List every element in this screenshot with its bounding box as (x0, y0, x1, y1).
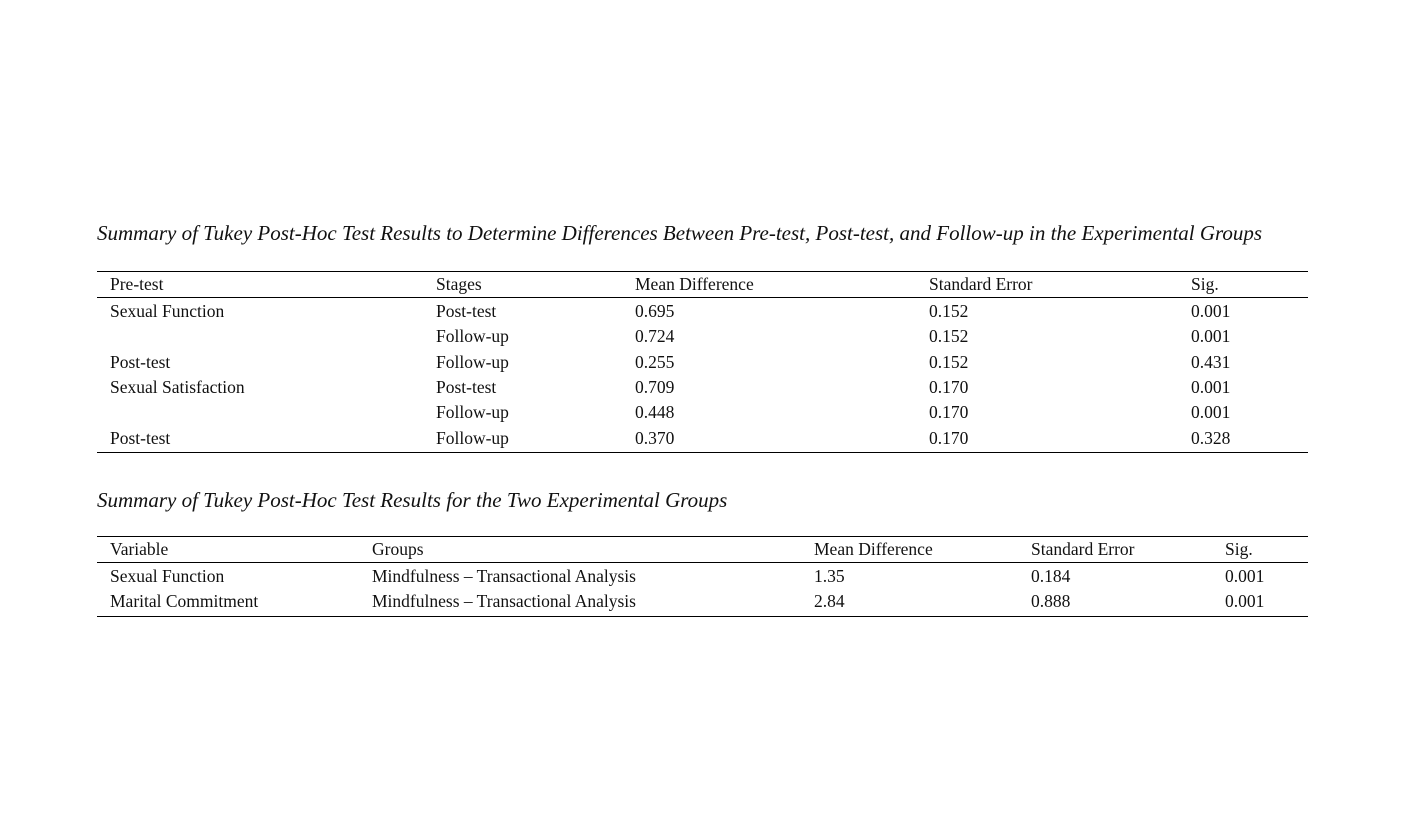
table-cell: 0.888 (1018, 589, 1212, 616)
table-row (97, 324, 1308, 349)
column-header-pretest: Pre-test (97, 272, 423, 298)
table-cell: 0.152 (929, 301, 969, 322)
table-cell: 0.328 (1178, 425, 1308, 452)
column-header-mean-difference: Mean Difference (801, 537, 1018, 563)
tukey-stages-table (97, 271, 1308, 453)
table-row (97, 563, 1308, 590)
table-cell: 0.431 (1191, 351, 1231, 372)
table-header-row (97, 537, 1308, 563)
table-cell: 0.724 (635, 326, 675, 347)
table-cell: Follow-up (436, 402, 509, 423)
table-cell (97, 324, 423, 349)
table-row (97, 425, 1308, 452)
table1-caption: Summary of Tukey Post-Hoc Test Results to Determine Differences Between Pre-test, Post-test, and Follow-up in the Experimental Groups (97, 221, 1263, 245)
table-cell: 1.35 (814, 566, 845, 587)
table-cell: 0.695 (635, 301, 675, 322)
table-row (97, 589, 1308, 616)
table-row (97, 400, 1308, 425)
table-cell: 0.152 (929, 351, 969, 372)
table-cell: 0.001 (1212, 589, 1308, 616)
table-cell: 0.001 (1191, 326, 1231, 347)
table-cell: 0.709 (635, 377, 675, 398)
table-cell: 0.001 (1191, 402, 1231, 423)
table-header-row (97, 272, 1308, 298)
table-row (97, 298, 1308, 325)
column-header-variable: Variable (97, 537, 359, 563)
table-cell: 0.170 (929, 402, 969, 423)
table-cell: 0.255 (635, 351, 675, 372)
column-header-sig: Sig. (1178, 272, 1308, 298)
column-header-mean-difference: Mean Difference (622, 272, 916, 298)
column-header-standard-error: Standard Error (1018, 537, 1212, 563)
table-cell (97, 400, 423, 425)
table-cell: 0.001 (1191, 377, 1231, 398)
table-cell: Post-test (97, 425, 423, 452)
table-cell: 0.170 (916, 425, 1178, 452)
table-cell: 2.84 (801, 589, 1018, 616)
table-cell: 0.370 (622, 425, 916, 452)
table-cell: Follow-up (436, 326, 509, 347)
table-cell: Follow-up (436, 351, 509, 372)
table-cell: 0.152 (929, 326, 969, 347)
table-cell: Post-test (436, 301, 497, 322)
table2-caption: Summary of Tukey Post-Hoc Test Results for the Two Experimental Groups (97, 488, 728, 512)
table-cell: Post-test (110, 351, 171, 372)
table-cell: 0.184 (1031, 566, 1071, 587)
table-cell: Mindfulness – Transactional Analysis (359, 589, 801, 616)
column-header-groups: Groups (359, 537, 801, 563)
table-cell: Sexual Function (110, 301, 225, 322)
table-cell: Post-test (436, 377, 497, 398)
column-header-standard-error: Standard Error (916, 272, 1178, 298)
table-cell: Follow-up (423, 425, 622, 452)
column-header-sig: Sig. (1212, 537, 1308, 563)
table-cell: 0.448 (635, 402, 675, 423)
table-cell: 0.170 (929, 377, 969, 398)
table-cell: Marital Commitment (97, 589, 359, 616)
table-row (97, 375, 1308, 400)
column-header-stages: Stages (423, 272, 622, 298)
table-cell: Sexual Function (110, 566, 225, 587)
table-cell: Sexual Satisfaction (110, 377, 245, 398)
table-row (97, 350, 1308, 375)
table-cell: Mindfulness – Transactional Analysis (372, 566, 636, 587)
table-cell: 0.001 (1191, 301, 1231, 322)
tukey-groups-table (97, 536, 1308, 617)
table-cell: 0.001 (1225, 566, 1265, 587)
